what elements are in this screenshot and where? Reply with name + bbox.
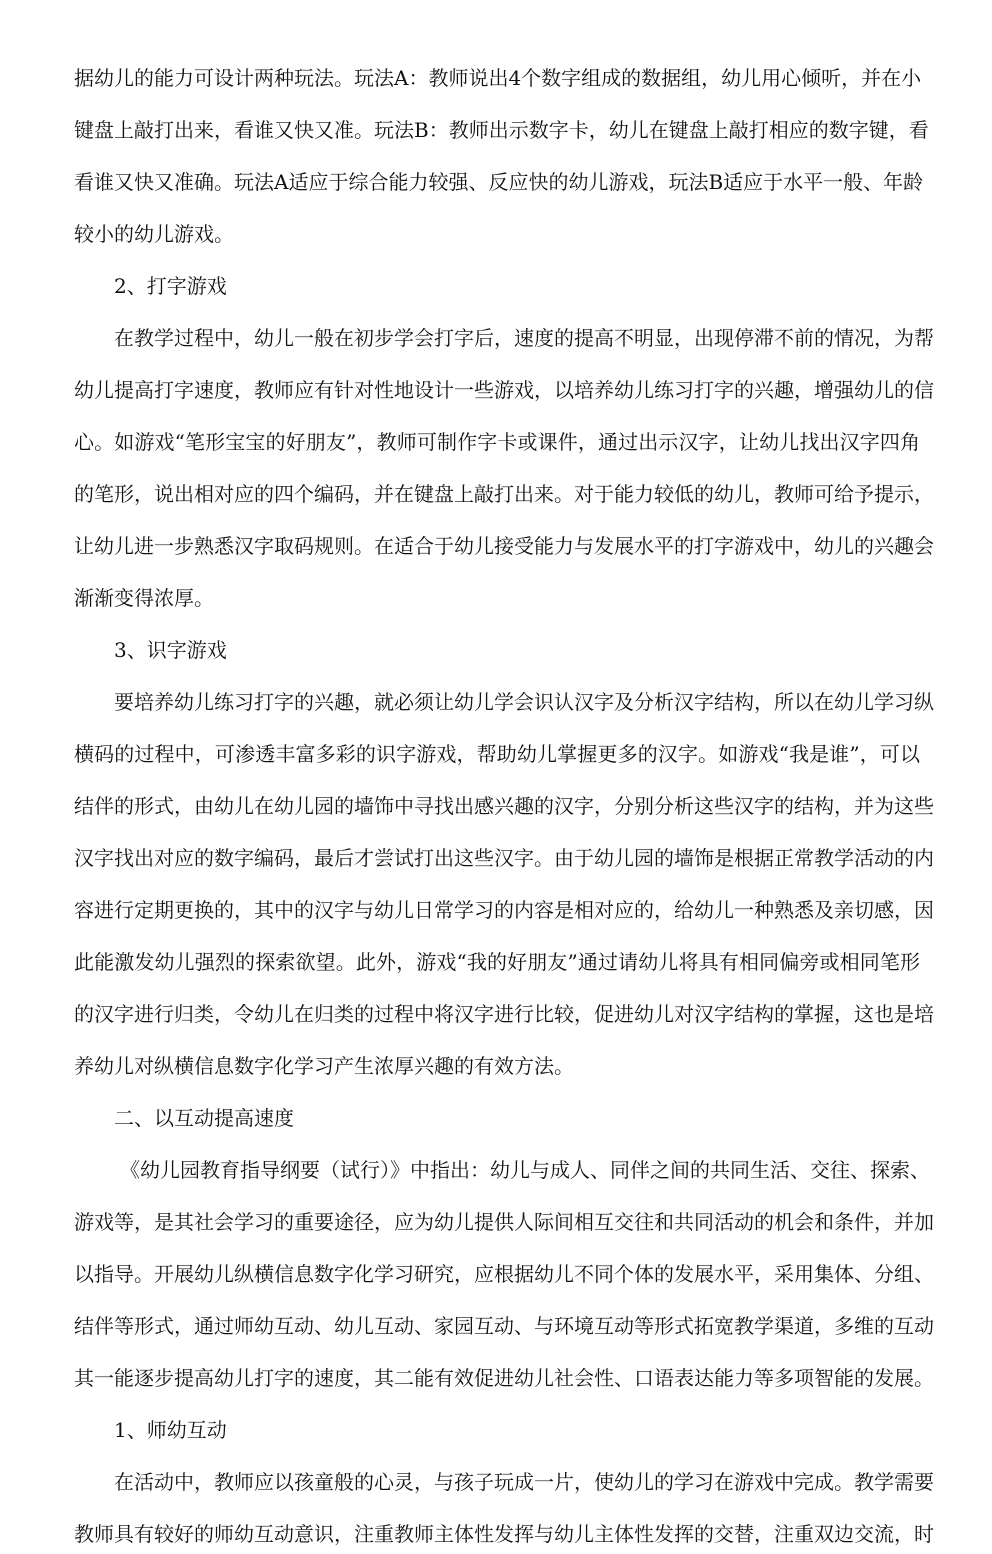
text-line: 汉字找出对应的数字编码，最后才尝试打出这些汉字。由于幼儿园的墙饰是根据正常教学活动的内 [74, 846, 934, 870]
text-line: 其一能逐步提高幼儿打字的速度，其二能有效促进幼儿社会性、口语表达能力等多项智能的发展。 [74, 1366, 934, 1390]
text-line: 的笔形，说出相对应的四个编码，并在键盘上敲打出来。对于能力较低的幼儿，教师可给予提示， [74, 482, 934, 506]
text-line: 横码的过程中，可渗透丰富多彩的识字游戏，帮助幼儿掌握更多的汉字。如游戏“我是谁”，可以 [74, 742, 920, 766]
text-line: 渐渐变得浓厚。 [74, 586, 214, 610]
text-line: 幼儿提高打字速度，教师应有针对性地设计一些游戏，以培养幼儿练习打字的兴趣，增强幼儿的信 [74, 378, 934, 402]
text-line: 看谁又快又准确。玩法A适应于综合能力较强、反应快的幼儿游戏，玩法B适应于水平一般、年龄 [74, 170, 924, 194]
text-line: 心。如游戏“笔形宝宝的好朋友”，教师可制作字卡或课件，通过出示汉字，让幼儿找出汉字四角 [74, 430, 920, 454]
text-line: 游戏等，是其社会学习的重要途径，应为幼儿提供人际间相互交往和共同活动的机会和条件，并加 [74, 1210, 934, 1234]
text-line: 教师具有较好的师幼互动意识，注重教师主体性发挥与幼儿主体性发挥的交替，注重双边交流，时 [74, 1522, 934, 1546]
text-line: 较小的幼儿游戏。 [74, 222, 234, 246]
text-line: 以指导。开展幼儿纵横信息数字化学习研究，应根据幼儿不同个体的发展水平，采用集体、分组、 [74, 1262, 934, 1286]
text-line: 3、识字游戏 [114, 638, 227, 662]
text-line: 《幼儿园教育指导纲要（试行）》中指出：幼儿与成人、同伴之间的共同生活、交往、探索、 [120, 1158, 930, 1182]
text-line: 此能激发幼儿强烈的探索欲望。此外，游戏“我的好朋友”通过请幼儿将具有相同偏旁或相同笔形 [74, 950, 920, 974]
text-line: 结伴等形式，通过师幼互动、幼儿互动、家园互动、与环境互动等形式拓宽教学渠道，多维的互动 [74, 1314, 934, 1338]
text-line: 容进行定期更换的，其中的汉字与幼儿日常学习的内容是相对应的，给幼儿一种熟悉及亲切感，因 [74, 898, 934, 922]
text-line: 1、师幼互动 [114, 1418, 227, 1442]
text-line: 在活动中，教师应以孩童般的心灵，与孩子玩成一片，使幼儿的学习在游戏中完成。教学需要 [114, 1470, 934, 1494]
text-line: 让幼儿进一步熟悉汉字取码规则。在适合于幼儿接受能力与发展水平的打字游戏中，幼儿的兴趣会 [74, 534, 934, 558]
text-line: 结伴的形式，由幼儿在幼儿园的墙饰中寻找出感兴趣的汉字，分别分析这些汉字的结构，并为这些 [74, 794, 934, 818]
text-line: 二、以互动提高速度 [114, 1106, 294, 1130]
text-line: 2、打字游戏 [114, 274, 227, 298]
text-line: 在教学过程中，幼儿一般在初步学会打字后，速度的提高不明显，出现停滞不前的情况，为帮 [114, 326, 934, 350]
text-line: 据幼儿的能力可设计两种玩法。玩法A：教师说出4个数字组成的数据组，幼儿用心倾听，并在小 [74, 66, 922, 90]
text-line: 要培养幼儿练习打字的兴趣，就必须让幼儿学会识认汉字及分析汉字结构，所以在幼儿学习纵 [114, 690, 934, 714]
text-line: 养幼儿对纵横信息数字化学习产生浓厚兴趣的有效方法。 [74, 1054, 574, 1078]
text-line: 键盘上敲打出来，看谁又快又准。玩法B：教师出示数字卡，幼儿在键盘上敲打相应的数字键，看 [74, 118, 929, 142]
text-line: 的汉字进行归类，令幼儿在归类的过程中将汉字进行比较，促进幼儿对汉字结构的掌握，这也是培 [74, 1002, 934, 1026]
